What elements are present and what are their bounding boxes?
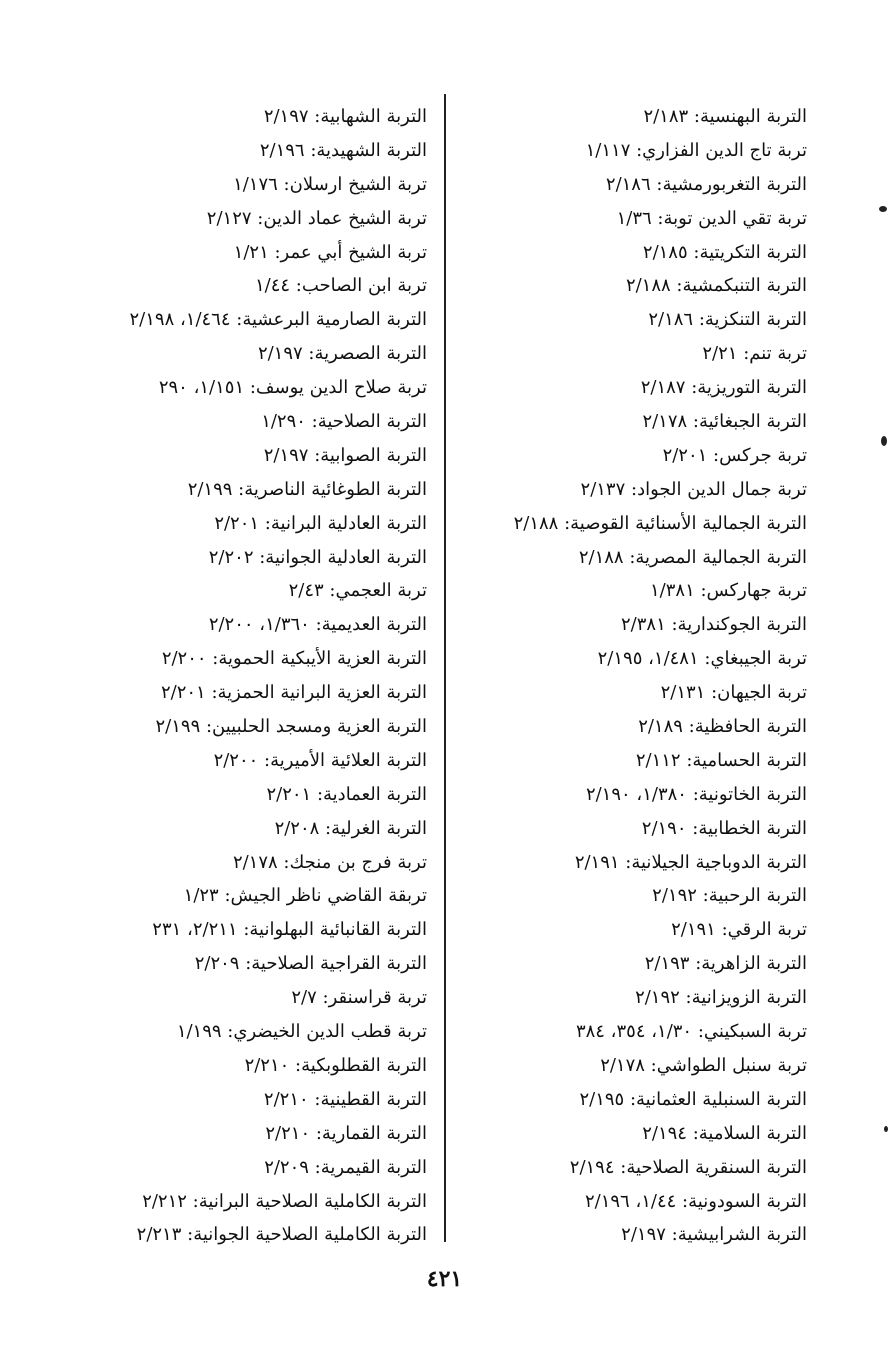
index-entry: تربة الجيبغاي: ١/٤٨١، ٢/١٩٥ bbox=[597, 648, 807, 670]
index-entry: التربة التغربورمشية: ٢/١٨٦ bbox=[605, 173, 807, 195]
index-entry: التربة الرحبية: ٢/١٩٢ bbox=[652, 885, 807, 907]
column-divider bbox=[444, 94, 446, 1242]
index-entry: تربة الشيخ ارسلان: ١/١٧٦ bbox=[233, 173, 427, 195]
index-entry: التربة الصوابية: ٢/١٩٧ bbox=[263, 444, 427, 466]
index-column-left bbox=[47, 100, 427, 1252]
index-entry: تربة قطب الدين الخيضري: ١/١٩٩ bbox=[176, 1021, 427, 1043]
index-entry: تربة تقي الدين توبة: ١/٣٦ bbox=[616, 207, 807, 229]
index-entry: تربة جمال الدين الجواد: ٢/١٣٧ bbox=[580, 478, 807, 500]
index-entry: التربة التكريتية: ٢/١٨٥ bbox=[642, 241, 807, 263]
margin-mark bbox=[881, 436, 887, 446]
index-entry: تربة تاج الدين الفزاري: ١/١١٧ bbox=[585, 139, 807, 161]
margin-mark bbox=[879, 206, 887, 212]
index-column-right bbox=[447, 100, 807, 1252]
index-entry: التربة القطلوبكية: ٢/٢١٠ bbox=[244, 1054, 427, 1076]
index-entry: تربقة القاضي ناظر الجيش: ١/٢٣ bbox=[183, 885, 427, 907]
index-entry: التربة الصلاحية: ١/٢٩٠ bbox=[261, 411, 427, 433]
index-entry: التربة السنبلية العثمانية: ٢/١٩٥ bbox=[579, 1088, 807, 1110]
index-entry: التربة العزية ومسجد الحلبيين: ٢/١٩٩ bbox=[155, 716, 427, 738]
index-entry: التربة السلامية: ٢/١٩٤ bbox=[642, 1122, 807, 1144]
index-entry: التربة الجمالية المصرية: ٢/١٨٨ bbox=[578, 546, 807, 568]
index-entry: تربة السبكيني: ١/٣٠، ٣٥٤، ٣٨٤ bbox=[575, 1021, 807, 1043]
index-entry: التربة الصصرية: ٢/١٩٧ bbox=[257, 343, 427, 365]
index-entry: تربة جهاركس: ١/٣٨١ bbox=[650, 580, 807, 602]
index-entry: التربة الغرلية: ٢/٢٠٨ bbox=[274, 817, 427, 839]
index-entry: التربة الشرابيشية: ٢/١٩٧ bbox=[621, 1224, 807, 1246]
index-entry: التربة الحسامية: ٢/١١٢ bbox=[635, 749, 807, 771]
index-entry: التربة الدوباجية الجيلانية: ٢/١٩١ bbox=[574, 851, 807, 873]
index-entry: التربة العادلية البرانية: ٢/٢٠١ bbox=[214, 512, 427, 534]
index-entry: التربة العزية الأيبكية الحموية: ٢/٢٠٠ bbox=[161, 648, 427, 670]
index-entry: تربة صلاح الدين يوسف: ١/١٥١، ٢٩٠ bbox=[158, 377, 427, 399]
index-entry: التربة القمارية: ٢/٢١٠ bbox=[265, 1122, 427, 1144]
page-number: ٤٢١ bbox=[426, 1266, 463, 1292]
index-entry: تربة الجيهان: ٢/١٣١ bbox=[660, 682, 807, 704]
index-entry: التربة العلائية الأميرية: ٢/٢٠٠ bbox=[213, 749, 427, 771]
margin-mark bbox=[884, 1126, 888, 1132]
index-entry: التربة القطينية: ٢/٢١٠ bbox=[263, 1088, 427, 1110]
index-entry: التربة التنكزية: ٢/١٨٦ bbox=[648, 309, 807, 331]
index-entry: تربة تنم: ٢/٢١ bbox=[702, 343, 807, 365]
index-entry: تربة ابن الصاحب: ١/٤٤ bbox=[254, 275, 427, 297]
index-entry: التربة العادلية الجوانية: ٢/٢٠٢ bbox=[208, 546, 427, 568]
index-entry: التربة القانبائية البهلوانية: ٢/٢١١، ٢٣١ bbox=[152, 919, 427, 941]
index-entry: التربة السنقرية الصلاحية: ٢/١٩٤ bbox=[569, 1156, 807, 1178]
index-entry: التربة الجمالية الأسنائية القوصية: ٢/١٨٨ bbox=[513, 512, 807, 534]
index-entry: التربة العزية البرانية الحمزية: ٢/٢٠١ bbox=[160, 682, 427, 704]
index-entry: التربة الشهيدية: ٢/١٩٦ bbox=[259, 139, 427, 161]
index-entry: التربة التوريزية: ٢/١٨٧ bbox=[640, 377, 807, 399]
index-entry: التربة القيمرية: ٢/٢٠٩ bbox=[264, 1156, 427, 1178]
index-entry: التربة العديمية: ١/٣٦٠، ٢/٢٠٠ bbox=[208, 614, 427, 636]
index-entry: التربة الزاهرية: ٢/١٩٣ bbox=[644, 953, 807, 975]
index-entry: التربة الكاملية الصلاحية الجوانية: ٢/٢١٣ bbox=[136, 1224, 427, 1246]
index-entry: تربة الرقي: ٢/١٩١ bbox=[671, 919, 807, 941]
index-entry: التربة الصارمية البرعشية: ١/٤٦٤، ٢/١٩٨ bbox=[129, 309, 427, 331]
index-entry: تربة العجمي: ٢/٤٣ bbox=[288, 580, 427, 602]
index-entry: التربة الجبغائية: ٢/١٧٨ bbox=[642, 411, 807, 433]
index-entry: التربة الزويزانية: ٢/١٩٢ bbox=[635, 987, 807, 1009]
index-entry: تربة قراسنقر: ٢/٧ bbox=[291, 987, 427, 1009]
index-entry: تربة فرج بن منجك: ٢/١٧٨ bbox=[232, 851, 427, 873]
index-entry: التربة الخطابية: ٢/١٩٠ bbox=[641, 817, 807, 839]
index-entry: تربة الشيخ أبي عمر: ١/٢١ bbox=[233, 241, 427, 263]
index-entry: التربة العمادية: ٢/٢٠١ bbox=[266, 783, 427, 805]
index-entry: تربة سنبل الطواشي: ٢/١٧٨ bbox=[600, 1054, 807, 1076]
index-entry: التربة القراجية الصلاحية: ٢/٢٠٩ bbox=[194, 953, 427, 975]
index-entry: التربة الطوغائية الناصرية: ٢/١٩٩ bbox=[187, 478, 427, 500]
index-entry: التربة الجوكندارية: ٢/٣٨١ bbox=[621, 614, 807, 636]
index-entry: التربة البهنسية: ٢/١٨٣ bbox=[643, 106, 807, 127]
index-entry: التربة الكاملية الصلاحية البرانية: ٢/٢١٢ bbox=[142, 1190, 427, 1212]
index-entry: التربة الحافظية: ٢/١٨٩ bbox=[638, 716, 807, 738]
index-entry: تربة جركس: ٢/٢٠١ bbox=[662, 444, 807, 466]
index-entry: التربة السودونية: ١/٤٤، ٢/١٩٦ bbox=[584, 1190, 807, 1212]
index-entry: تربة الشيخ عماد الدين: ٢/١٢٧ bbox=[206, 207, 427, 229]
index-entry: التربة الخاتونية: ١/٣٨٠، ٢/١٩٠ bbox=[585, 783, 807, 805]
index-entry: التربة الشهابية: ٢/١٩٧ bbox=[263, 106, 427, 127]
index-entry: التربة التنبكمشية: ٢/١٨٨ bbox=[625, 275, 807, 297]
